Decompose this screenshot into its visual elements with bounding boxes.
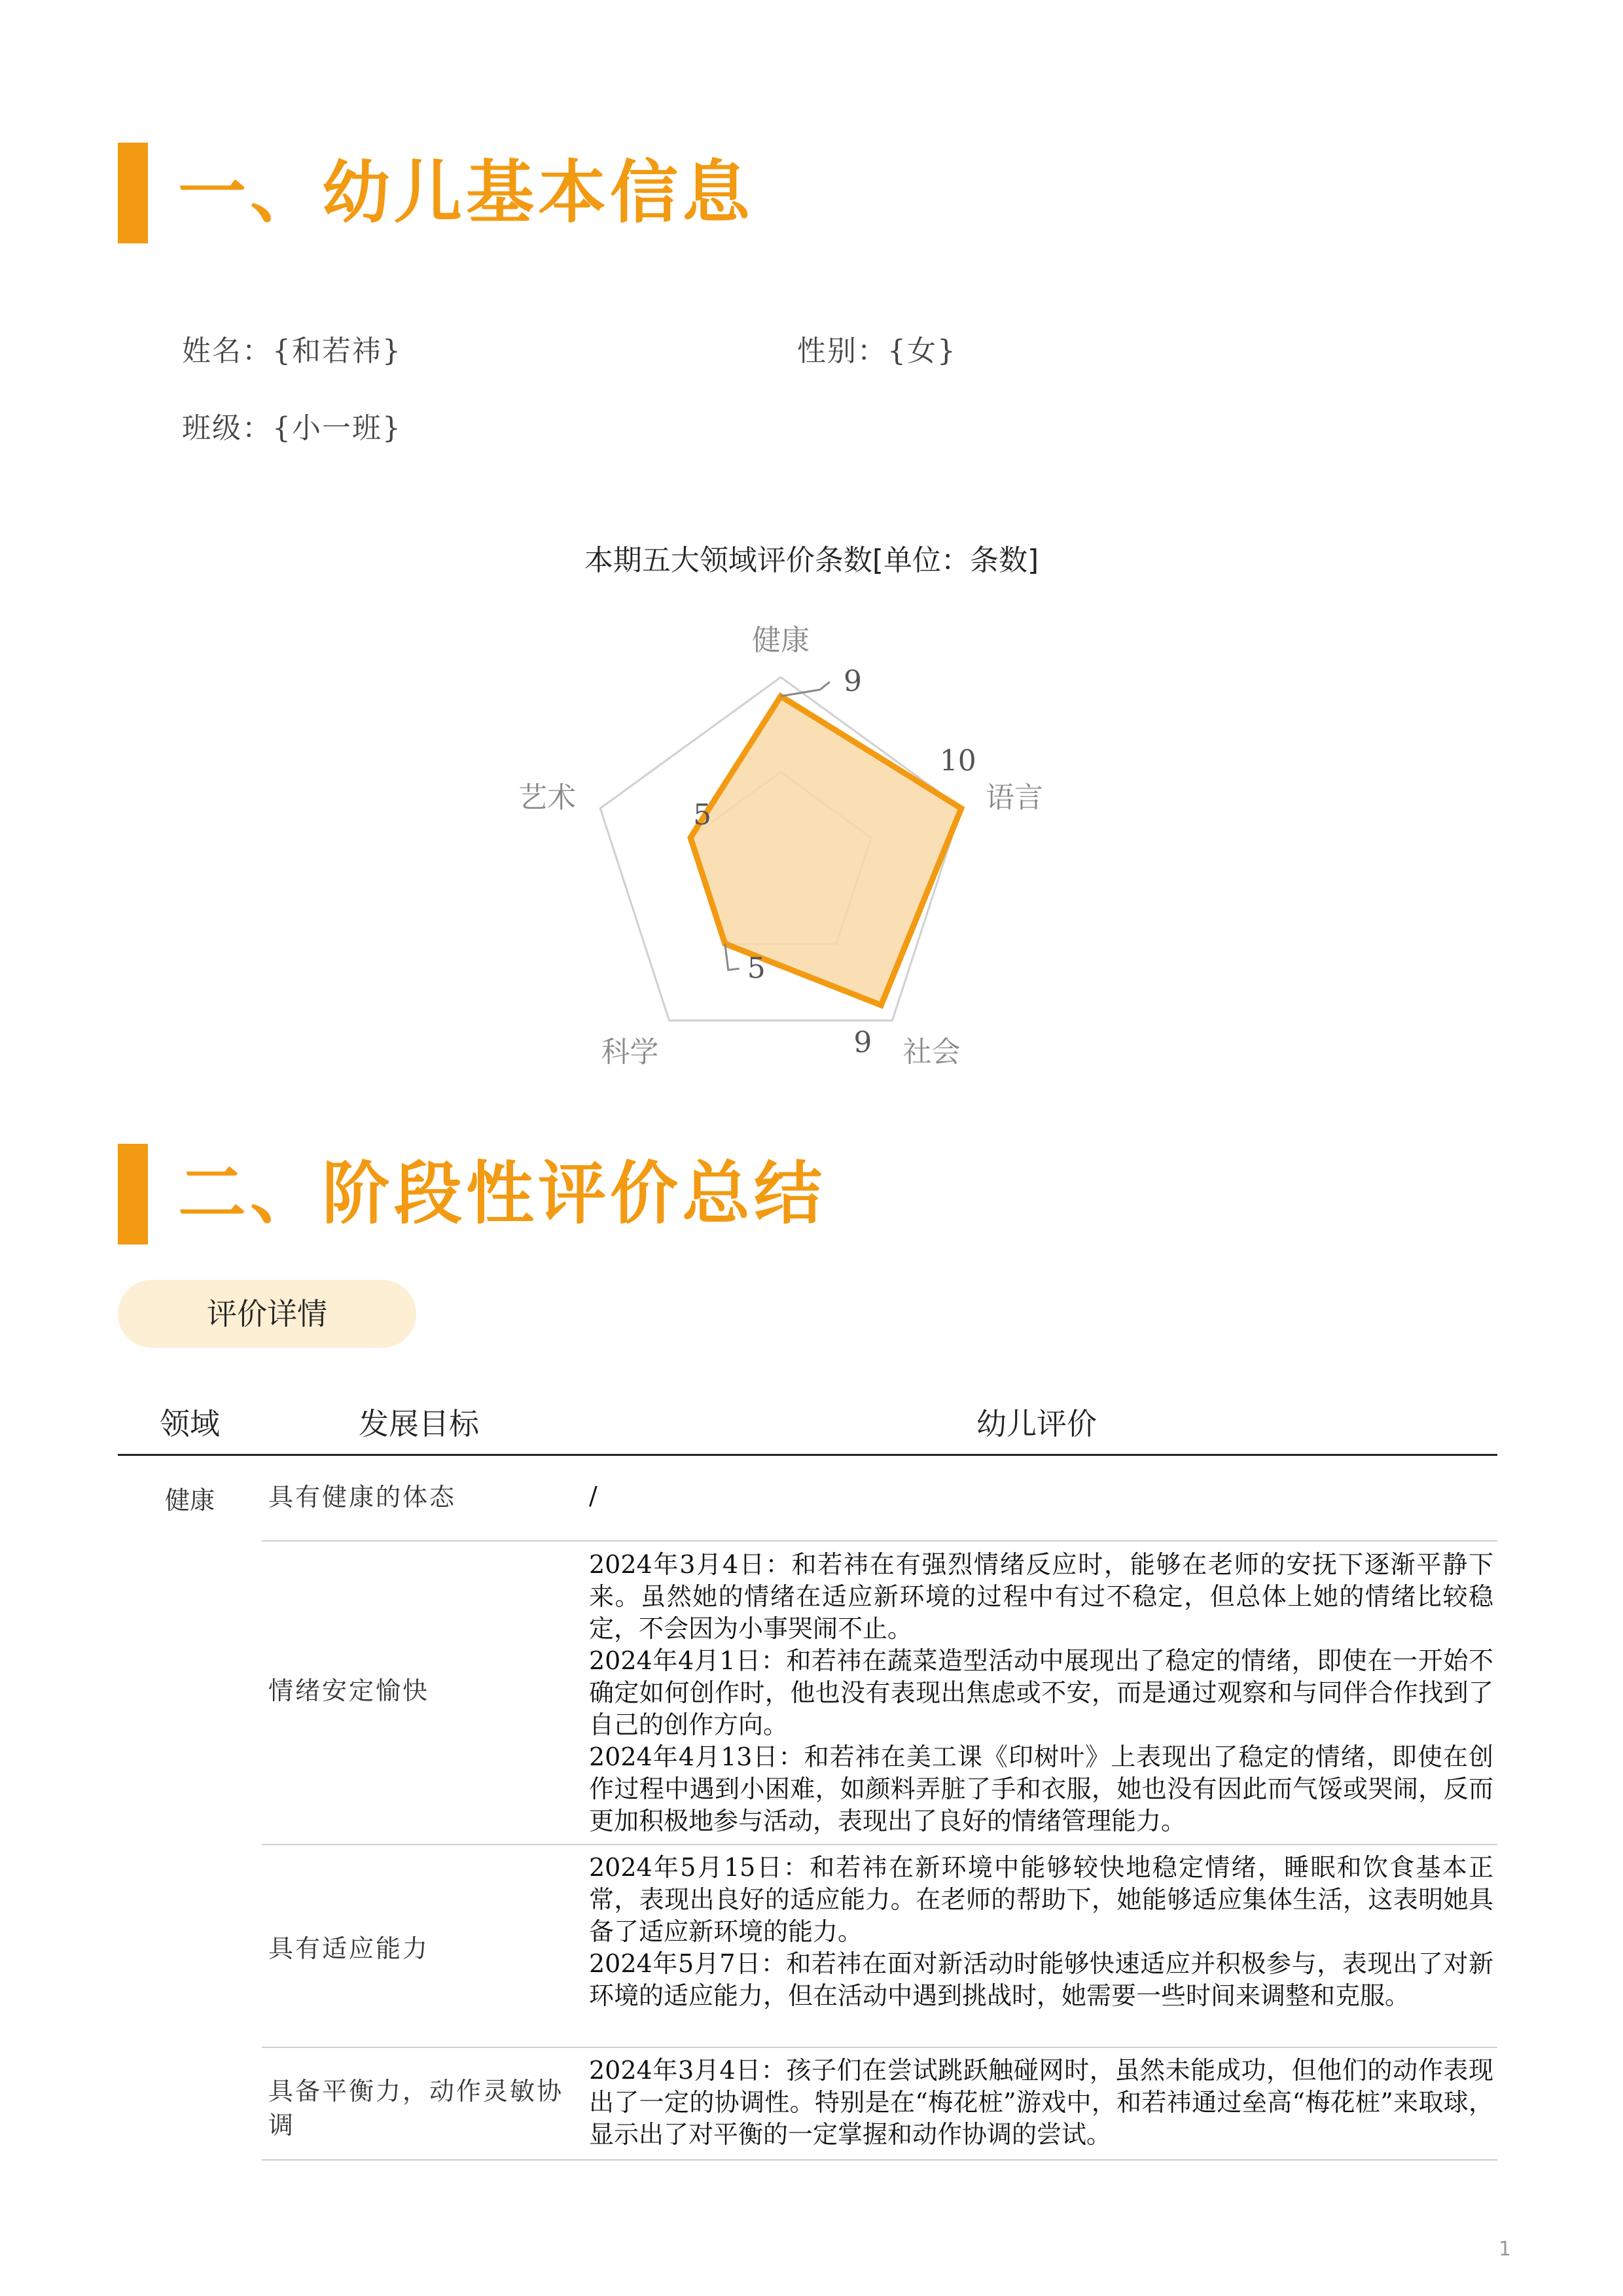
goal-cell: 具有健康的体态 [268,1483,457,1511]
radar-value-label: 9 [853,1026,872,1060]
radar-value-label: 5 [747,951,766,985]
table-header-goal: 发展目标 [359,1406,479,1441]
child-gender: 性别：{女} [797,334,957,368]
radar-series [690,696,961,1005]
table-header-evaluation: 幼儿评价 [976,1406,1097,1441]
radar-axis-label: 社会 [902,1035,961,1069]
radar-axis-label: 健康 [752,624,810,657]
evaluation-entry: 2024年4月1日：和若祎在蔬菜造型活动中展现出了稳定的情绪，即使在一开始不确定如何创作时，他也没有表现出焦虑或不安，而是通过观察和与同伴合作找到了自己的创作方向。 [589,1646,1493,1739]
radar-axis-label: 科学 [601,1035,659,1069]
radar-value-label: 9 [844,665,862,698]
evaluation-entry: 2024年5月7日：和若祎在面对新活动时能够快速适应并积极参与，表现出了对新环境的适应能力，但在活动中遇到挑战时，她需要一些时间来调整和克服。 [589,1949,1493,2010]
evaluation-entry: 2024年5月15日：和若祎在新环境中能够较快地稳定情绪，睡眠和饮食基本正常，表现出良好的适应能力。在老师的帮助下，她能够适应集体生活，这表明她具备了适应新环境的能力。 [589,1853,1493,1946]
evaluation-entry: 2024年3月4日：和若祎在有强烈情绪反应时，能够在老师的安抚下逐渐平静下来。虽然她的情绪在适应新环境的过程中有过不稳定，但总体上她的情绪比较稳定，不会因为小事哭闹不止。 [589,1550,1493,1643]
child-name: 姓名：{和若祎} [182,334,402,368]
row-divider [262,2159,1497,2161]
chart-title: 本期五大领域评价条数[单位：条数] [584,544,1039,577]
evaluation-cell [589,1852,1493,2012]
goal-cell: 具备平衡力，动作灵敏协调 [268,2077,564,2140]
table-header-domain: 领域 [160,1406,220,1441]
radar-value-label: 5 [693,798,712,832]
evaluation-cell [589,2055,1493,2151]
section-accent-bar [118,1144,148,1245]
evaluation-entry: / [589,1481,597,1510]
radar-chart [0,0,1623,1125]
radar-series-polygon [690,696,961,1005]
domain-cell: 健康 [164,1486,215,1515]
section-title: 一、幼儿基本信息 [178,152,755,232]
table-header-rule [118,1454,1497,1456]
evaluation-entry: 2024年3月4日：孩子们在尝试跳跃触碰网时，虽然未能成功，但他们的动作表现出了一定的协调性。特别是在“梅花桩”游戏中，和若祎通过垒高“梅花桩”来取球，显示出了对平衡的一定掌握和动作协调的尝试。 [589,2056,1493,2149]
evaluation-entry: 2024年4月13日：和若祎在美工课《印树叶》上表现出了稳定的情绪，即使在创作过程中遇到小困难，如颜料弄脏了手和衣服，她也没有因此而气馁或哭闹，反而更加积极地参与活动，表现出了良好的情绪管理能力。 [589,1742,1493,1835]
radar-axis-label: 艺术 [518,781,577,815]
radar-value-label: 10 [939,744,976,778]
row-divider [262,1540,1497,1542]
evaluation-cell [589,1480,1493,1512]
evaluation-cell [589,1549,1493,1837]
section-title: 二、阶段性评价总结 [178,1154,827,1233]
row-divider [262,2047,1497,2048]
goal-cell: 情绪安定愉快 [268,1676,430,1705]
evaluation-details-tab[interactable]: 评价详情 [118,1280,416,1348]
goal-cell: 具有适应能力 [268,1934,430,1963]
radar-axis-label: 语言 [985,781,1043,815]
child-class: 班级：{小一班} [182,412,402,445]
row-divider [262,1844,1497,1845]
page-number: 1 [1499,2238,1512,2261]
